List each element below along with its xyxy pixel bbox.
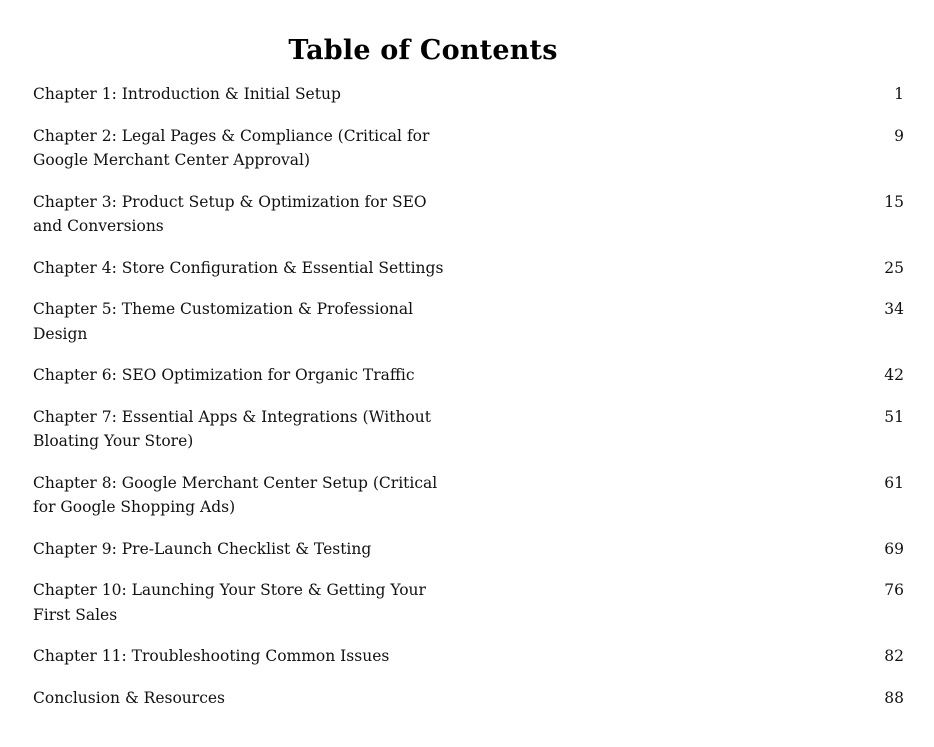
toc-entry-title: Chapter 9: Pre-Launch Checklist & Testing <box>33 539 372 558</box>
table-of-contents <box>33 82 904 710</box>
toc-entry-chapter-3[interactable] <box>33 190 904 239</box>
toc-entry-title: Chapter 7: Essential Apps & Integrations (Without Bloating Your Store) <box>33 407 431 450</box>
toc-entry-chapter-4[interactable] <box>33 256 904 281</box>
toc-entry-title: Chapter 2: Legal Pages & Compliance (Critical for Google Merchant Center Approval) <box>33 126 430 169</box>
toc-entry-title: Conclusion & Resources <box>33 688 226 707</box>
toc-entry-page-number: 15 <box>884 192 904 211</box>
toc-entry-title: Chapter 11: Troubleshooting Common Issues <box>33 647 390 665</box>
toc-entry-page-number: 82 <box>884 647 904 665</box>
toc-entry-chapter-6[interactable] <box>33 363 904 388</box>
toc-entry-page-number: 69 <box>884 539 904 558</box>
toc-entry-title: Chapter 3: Product Setup & Optimization for SEO and Conversions <box>33 192 427 235</box>
toc-entry-chapter-7[interactable] <box>33 405 904 454</box>
toc-entry-page-number: 25 <box>884 258 904 277</box>
toc-entry-chapter-10[interactable] <box>33 578 904 627</box>
toc-entry-page-number: 34 <box>884 300 904 318</box>
toc-entry-page-number: 51 <box>884 407 904 426</box>
toc-entry-conclusion[interactable] <box>33 686 904 711</box>
toc-entry-chapter-11[interactable] <box>33 644 904 669</box>
toc-entry-chapter-8[interactable] <box>33 471 904 520</box>
toc-entry-page-number: 76 <box>884 581 904 599</box>
toc-entry-page-number: 1 <box>894 85 904 103</box>
toc-entry-page-number: 42 <box>884 366 904 384</box>
page-title: Table of Contents <box>288 35 558 66</box>
toc-entry-page-number: 61 <box>884 473 904 492</box>
toc-entry-chapter-1[interactable] <box>33 82 904 107</box>
toc-entry-chapter-2[interactable] <box>33 124 904 173</box>
toc-entry-chapter-5[interactable] <box>33 297 904 346</box>
toc-entry-chapter-9[interactable] <box>33 537 904 562</box>
toc-entry-title: Chapter 4: Store Configuration & Essential Settings <box>33 258 444 277</box>
toc-entry-title: Chapter 1: Introduction & Initial Setup <box>33 85 341 103</box>
toc-entry-page-number: 88 <box>884 688 904 707</box>
toc-entry-title: Chapter 10: Launching Your Store & Getting Your First Sales <box>33 581 426 624</box>
toc-entry-title: Chapter 5: Theme Customization & Professional Design <box>33 300 414 343</box>
toc-entry-page-number: 9 <box>894 126 904 145</box>
toc-entry-title: Chapter 8: Google Merchant Center Setup (Critical for Google Shopping Ads) <box>33 473 438 516</box>
toc-entry-title: Chapter 6: SEO Optimization for Organic Traffic <box>33 366 415 384</box>
